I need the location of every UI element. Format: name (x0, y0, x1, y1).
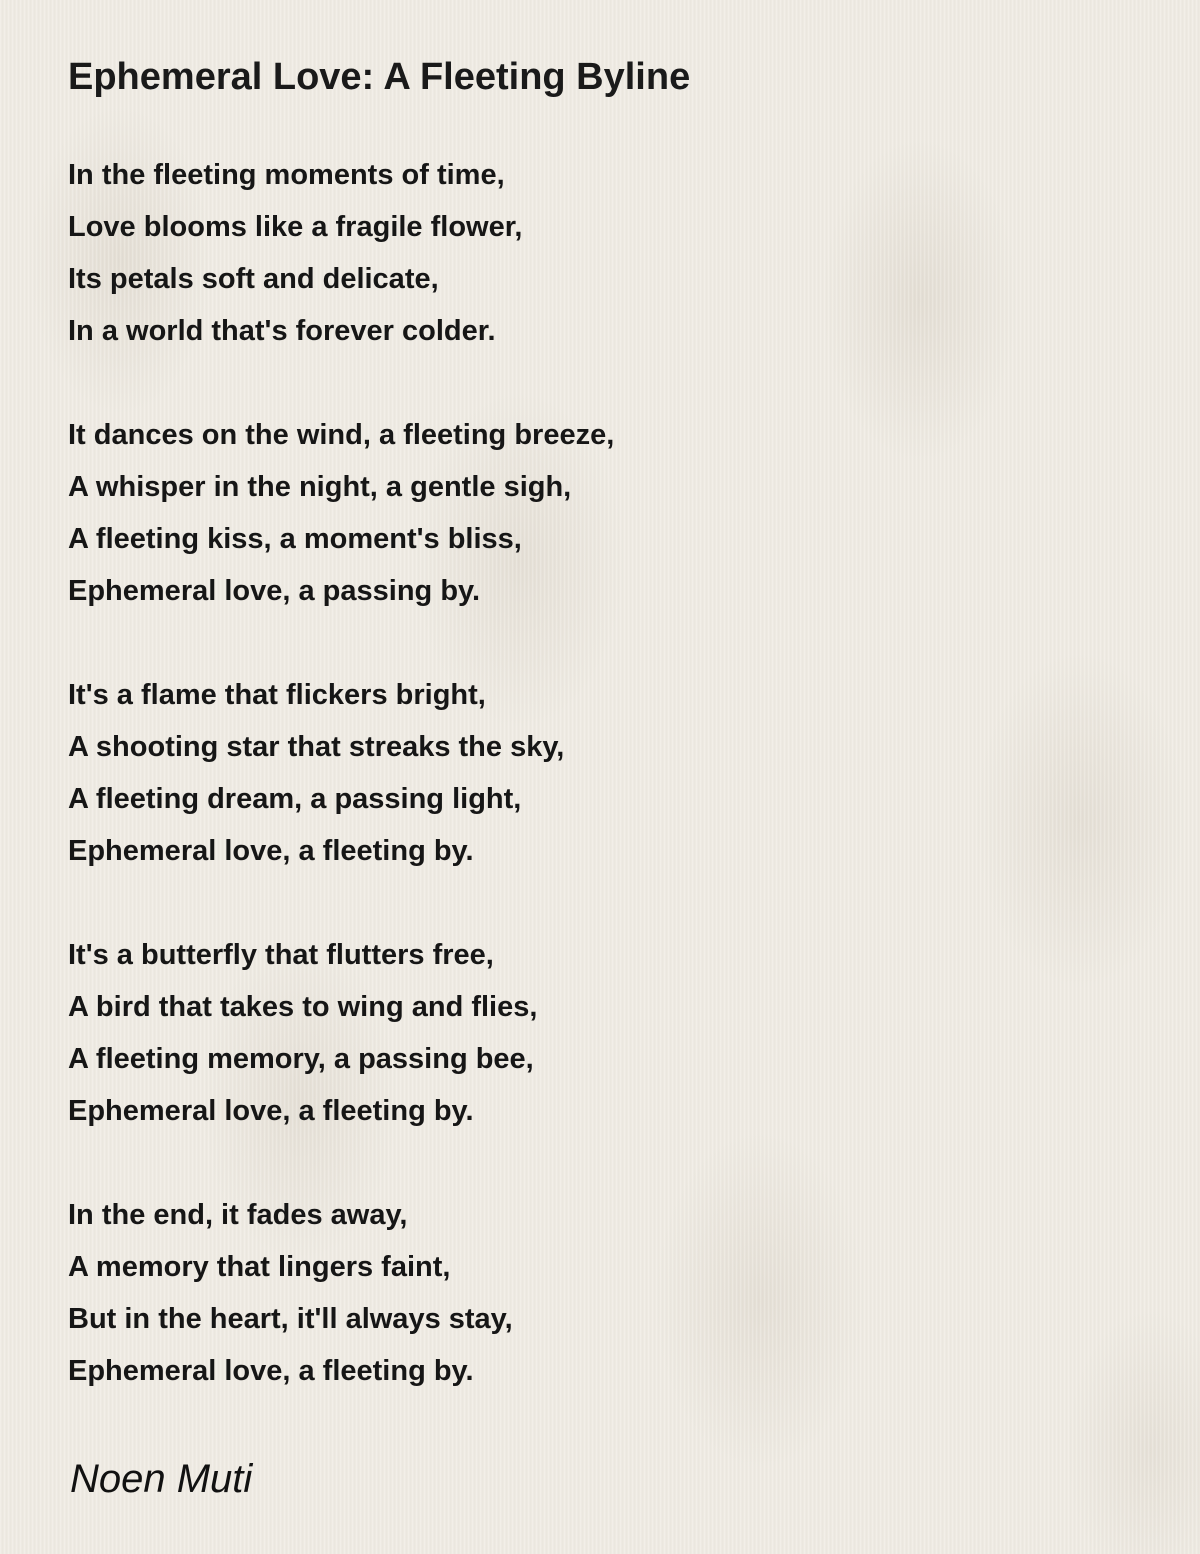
poem-line: A fleeting dream, a passing light, (68, 783, 522, 815)
poem-line: It's a butterfly that flutters free, (68, 939, 494, 971)
poem-line: Its petals soft and delicate, (68, 263, 439, 295)
poem-line: In a world that's forever colder. (68, 315, 496, 347)
poem-line: Ephemeral love, a fleeting by. (68, 835, 474, 867)
poem-line: A memory that lingers faint, (68, 1251, 451, 1283)
poem-page (68, 52, 1148, 1387)
stanza-5 (68, 1189, 614, 1397)
poem-line: Ephemeral love, a fleeting by. (68, 1355, 474, 1387)
stanza-2 (68, 409, 614, 617)
stanza-1 (68, 149, 614, 357)
poem-line: Love blooms like a fragile flower, (68, 211, 523, 243)
poem-line: A shooting star that streaks the sky, (68, 731, 565, 763)
poem-line: In the fleeting moments of time, (68, 159, 505, 191)
poem-line: A bird that takes to wing and flies, (68, 991, 538, 1023)
poem-line: But in the heart, it'll always stay, (68, 1303, 513, 1335)
poem-line: Ephemeral love, a passing by. (68, 575, 481, 607)
poem-line: It's a flame that flickers bright, (68, 679, 486, 711)
poem-line: In the end, it fades away, (68, 1199, 408, 1231)
poem-author: Noen Muti (70, 1457, 253, 1501)
poem-line: A fleeting kiss, a moment's bliss, (68, 523, 522, 555)
poem-line: A whisper in the night, a gentle sigh, (68, 471, 572, 503)
poem-line: Ephemeral love, a fleeting by. (68, 1095, 474, 1127)
poem-line: It dances on the wind, a fleeting breeze, (68, 419, 615, 451)
poem-title: Ephemeral Love: A Fleeting Byline (68, 56, 691, 98)
poem-line: A fleeting memory, a passing bee, (68, 1043, 534, 1075)
stanza-4 (68, 929, 614, 1137)
poem-body (68, 149, 614, 1449)
stanza-3 (68, 669, 614, 877)
